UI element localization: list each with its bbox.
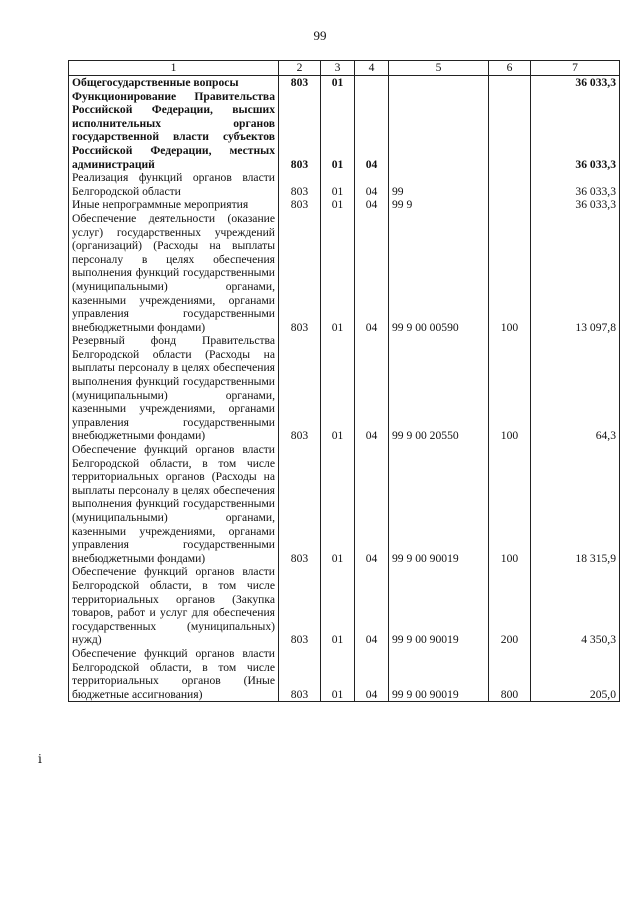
row-name-cell: Общегосударственные вопросы [69, 76, 279, 90]
row-expense-type-cell: 100 [489, 443, 531, 565]
row-amount-cell: 36 033,3 [531, 198, 620, 212]
row-subsection-cell: 04 [355, 443, 389, 565]
row-subsection-cell: 04 [355, 565, 389, 647]
table-row [69, 565, 620, 647]
row-target-article-cell: 99 [389, 171, 489, 198]
row-expense-type-cell: 100 [489, 334, 531, 443]
row-name-cell: Обеспечение функций органов власти Белгородской области, в том числе территориальных органов (Иные бюджетные ассигнования) [69, 647, 279, 702]
row-subsection-cell [355, 76, 389, 90]
row-section-cell: 01 [321, 171, 355, 198]
row-target-article-cell: 99 9 00 90019 [389, 565, 489, 647]
header-cell-4: 4 [355, 61, 389, 76]
row-target-article-cell: 99 9 00 20550 [389, 334, 489, 443]
row-admin-code-cell: 803 [279, 90, 321, 172]
row-subsection-cell: 04 [355, 198, 389, 212]
row-section-cell: 01 [321, 198, 355, 212]
row-subsection-cell: 04 [355, 171, 389, 198]
table-row [69, 76, 620, 90]
table-body [69, 76, 620, 702]
row-subsection-cell: 04 [355, 647, 389, 702]
row-section-cell: 01 [321, 565, 355, 647]
row-expense-type-cell: 800 [489, 647, 531, 702]
row-expense-type-cell [489, 76, 531, 90]
row-admin-code-cell: 803 [279, 198, 321, 212]
row-expense-type-cell: 100 [489, 212, 531, 334]
row-subsection-cell: 04 [355, 90, 389, 172]
row-amount-cell: 36 033,3 [531, 90, 620, 172]
row-target-article-cell [389, 90, 489, 172]
row-section-cell: 01 [321, 76, 355, 90]
row-admin-code-cell: 803 [279, 212, 321, 334]
row-amount-cell: 4 350,3 [531, 565, 620, 647]
row-admin-code-cell: 803 [279, 334, 321, 443]
header-cell-5: 5 [389, 61, 489, 76]
row-section-cell: 01 [321, 212, 355, 334]
header-row [69, 61, 620, 76]
row-target-article-cell [389, 76, 489, 90]
row-expense-type-cell [489, 171, 531, 198]
row-amount-cell: 13 097,8 [531, 212, 620, 334]
header-cell-3: 3 [321, 61, 355, 76]
row-name-cell: Обеспечение функций органов власти Белгородской области, в том числе территориальных органов (Закупка товаров, работ и услуг для обеспечения государственных (муниципальных) нужд) [69, 565, 279, 647]
stray-mark: ⅰ [38, 752, 42, 766]
row-admin-code-cell: 803 [279, 647, 321, 702]
header-cell-6: 6 [489, 61, 531, 76]
row-admin-code-cell: 803 [279, 443, 321, 565]
table-row [69, 334, 620, 443]
row-name-cell: Иные непрограммные мероприятия [69, 198, 279, 212]
row-name-cell: Реализация функций органов власти Белгородской области [69, 171, 279, 198]
row-admin-code-cell: 803 [279, 171, 321, 198]
table-row [69, 90, 620, 172]
row-amount-cell: 64,3 [531, 334, 620, 443]
row-section-cell: 01 [321, 647, 355, 702]
table-row [69, 171, 620, 198]
table-row [69, 198, 620, 212]
table-row [69, 647, 620, 702]
row-admin-code-cell: 803 [279, 565, 321, 647]
row-amount-cell: 205,0 [531, 647, 620, 702]
row-expense-type-cell: 200 [489, 565, 531, 647]
row-admin-code-cell: 803 [279, 76, 321, 90]
row-subsection-cell: 04 [355, 212, 389, 334]
row-target-article-cell: 99 9 00 90019 [389, 443, 489, 565]
row-name-cell: Резервный фонд Правительства Белгородской области (Расходы на выплаты персоналу в целях обеспечения выполнения функций государственными (муниципальными) органами, казенными учреждениями, органами управления государственными внебюджетными фондами) [69, 334, 279, 443]
row-target-article-cell: 99 9 00 90019 [389, 647, 489, 702]
row-section-cell: 01 [321, 443, 355, 565]
header-cell-1: 1 [69, 61, 279, 76]
page-number: 99 [313, 28, 327, 43]
header-cell-7: 7 [531, 61, 620, 76]
row-amount-cell: 36 033,3 [531, 76, 620, 90]
row-name-cell: Функционирование Правительства Российской Федерации, высших исполнительных органов государственной власти субъектов Российской Федерации, местных администраций [69, 90, 279, 172]
table-row [69, 443, 620, 565]
row-amount-cell: 18 315,9 [531, 443, 620, 565]
table-row [69, 212, 620, 334]
row-section-cell: 01 [321, 334, 355, 443]
row-expense-type-cell [489, 198, 531, 212]
header-cell-2: 2 [279, 61, 321, 76]
row-name-cell: Обеспечение деятельности (оказание услуг) государственных учреждений (организаций) (Расходы на выплаты персоналу в целях обеспечения выполнения функций государственными (муниципальными) органами, казенными учреждениями, органами управления государственными внебюджетными фондами) [69, 212, 279, 334]
budget-table [68, 60, 620, 702]
row-name-cell: Обеспечение функций органов власти Белгородской области, в том числе территориальных органов (Расходы на выплаты персоналу в целях обеспечения выполнения функций государственными (муниципальными) органами, казенными учреждениями, органами управления государственными внебюджетными фондами) [69, 443, 279, 565]
row-target-article-cell: 99 9 00 00590 [389, 212, 489, 334]
row-target-article-cell: 99 9 [389, 198, 489, 212]
row-subsection-cell: 04 [355, 334, 389, 443]
row-expense-type-cell [489, 90, 531, 172]
row-amount-cell: 36 033,3 [531, 171, 620, 198]
row-section-cell: 01 [321, 90, 355, 172]
